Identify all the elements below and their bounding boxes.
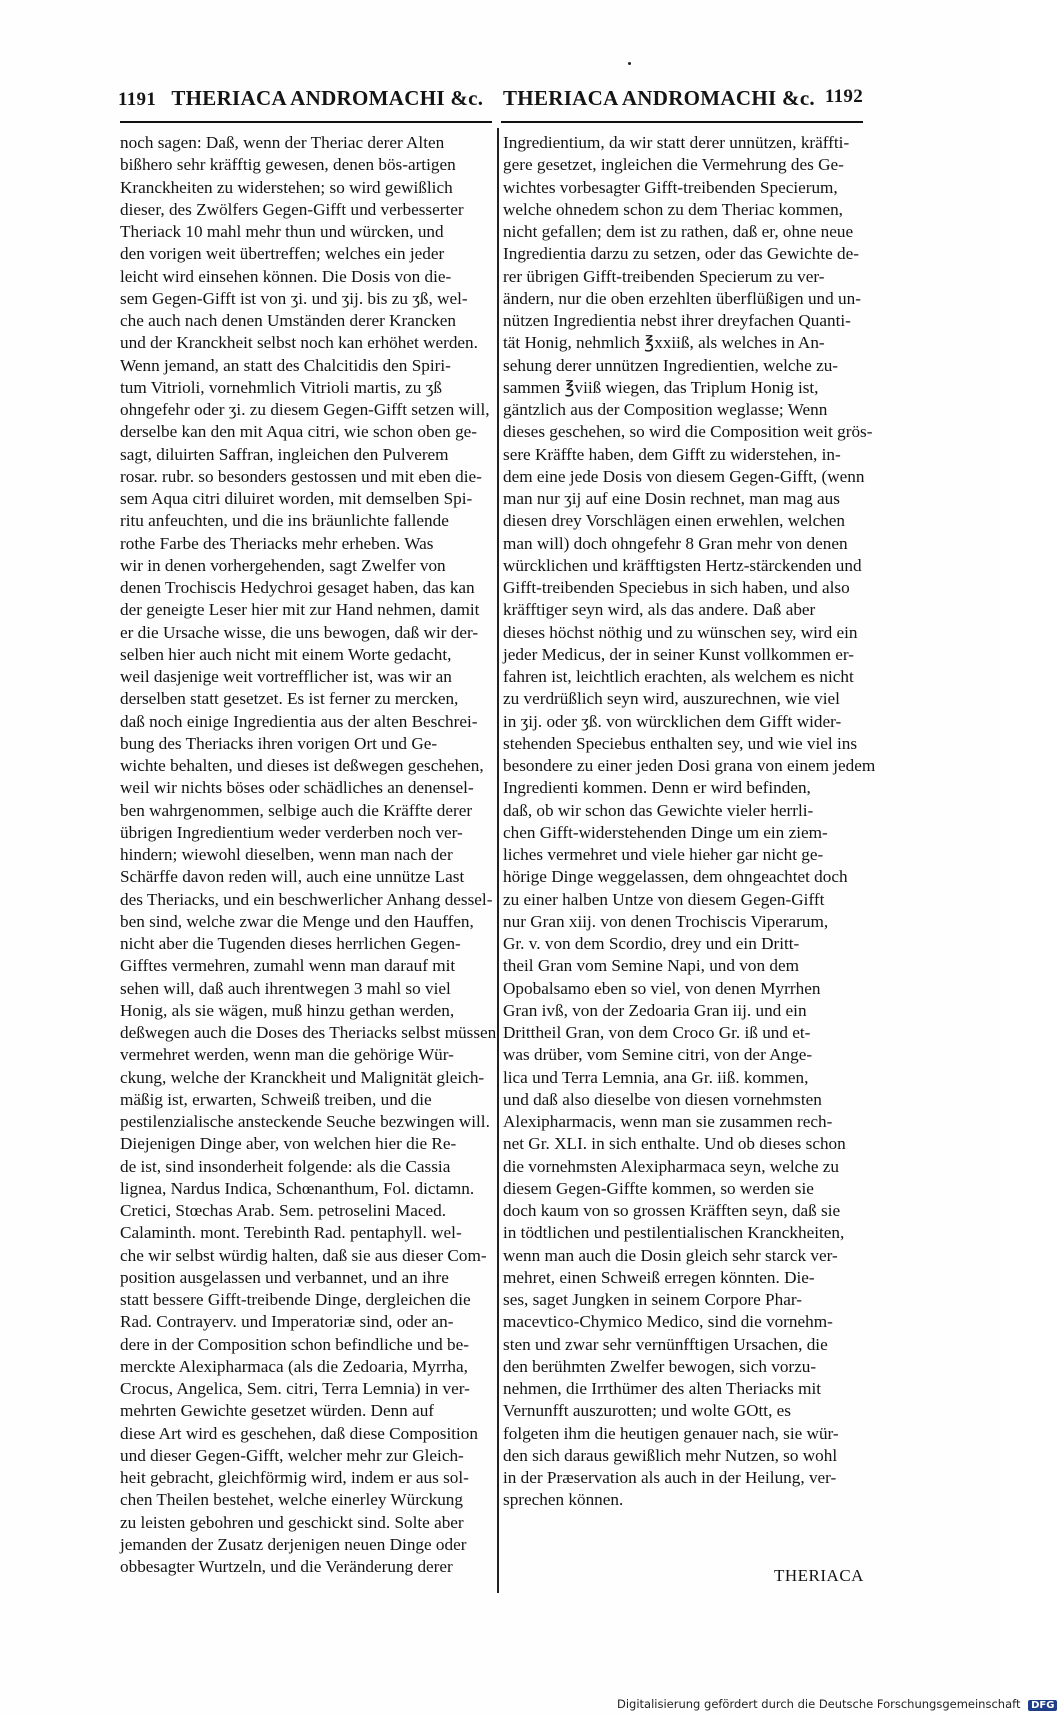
text-line: besondere zu einer jeden Dosi grana von einem jedem	[503, 756, 876, 775]
text-line: Ingredienti kommen. Denn er wird befinden,	[503, 778, 811, 798]
text-line: statt bessere Gifft-treibende Dinge, dergleichen die	[120, 1290, 471, 1309]
right-text-column	[503, 132, 876, 1512]
text-line: Kranckheiten zu widerstehen; so wird gewißlich	[120, 177, 453, 197]
text-line: der geneigte Leser hier mit zur Hand nehmen, damit	[120, 600, 480, 620]
text-line: chen Theilen bestehet, welche einerley Würckung	[120, 1490, 463, 1510]
text-line: denen Trochiscis Hedychroi gesaget haben, das kan	[120, 578, 475, 597]
text-line: wir in denen vorhergehenden, sagt Zwelfer von	[120, 555, 446, 575]
text-line: pestilenzialische ansteckende Seuche bezwingen will.	[120, 1112, 490, 1131]
text-line: diesem Gegen-Giffte kommen, so werden sie	[503, 1178, 814, 1198]
text-line: sagt, diluirten Saffran, ingleichen den Pulverem	[120, 444, 449, 464]
text-line: vermehret werden, wenn man die gehörige Wür-	[120, 1045, 454, 1065]
text-line: chen Gifft-widerstehenden Dinge um ein ziem-	[503, 822, 828, 842]
text-line: wichtes vorbesagter Gifft-treibenden Specierum,	[503, 177, 838, 197]
text-line: che wir selbst würdig halten, daß sie aus dieser Com-	[120, 1245, 487, 1265]
text-line: ses, saget Jungken in seinem Corpore Phar-	[503, 1290, 802, 1309]
text-line: ändern, nur die oben erzehlten überflüßigen und un-	[503, 288, 861, 308]
text-line: man will) doch ohngefehr 8 Gran mehr von denen	[503, 533, 848, 553]
text-line: noch sagen: Daß, wenn der Theriac derer Alten	[120, 133, 445, 152]
text-line: Gr. v. von dem Scordio, drey und ein Dritt-	[503, 934, 800, 953]
text-line: daß, ob wir schon das Gewichte vieler herrli-	[503, 800, 814, 820]
left-page-header	[118, 86, 490, 116]
text-line: bißhero sehr kräfftig gewesen, denen bös-artigen	[120, 155, 456, 175]
text-line: lignea, Nardus Indica, Schœnanthum, Fol. dictamn.	[120, 1178, 475, 1198]
text-line: dem eine jede Dosis von diesem Gegen-Gifft, (wenn	[503, 466, 865, 486]
text-line: nehmen, die Irrthümer des alten Theriacks mit	[503, 1379, 822, 1398]
text-line: in tödtlichen und pestilentialischen Kranckheiten,	[503, 1223, 845, 1243]
text-line: was drüber, vom Semine citri, von der Ange-	[503, 1045, 813, 1065]
text-line: rothe Farbe des Theriacks mehr erheben. Was	[120, 533, 434, 553]
text-line: weil wir nichts böses oder schädliches an denensel-	[120, 778, 474, 798]
text-line: welche ohnedem schon zu dem Theriac kommen,	[503, 199, 843, 219]
text-line: sehen will, daß auch ihrentwegen 3 mahl so viel	[120, 978, 451, 998]
text-line: mäßig ist, erwarten, Schweiß treiben, und die	[120, 1089, 432, 1109]
text-line: nicht aber die Tugenden dieses herrlichen Gegen-	[120, 934, 461, 953]
text-line: hindern; wiewohl dieselben, wenn man nach der	[120, 845, 453, 864]
text-line: heit gebracht, gleichförmig wird, indem er aus sol-	[120, 1468, 469, 1487]
text-line: Gran ivß, von der Zedoaria Gran iij. und ein	[503, 1000, 807, 1020]
text-line: zu leisten gebohren und geschickt sind. Solte aber	[120, 1512, 464, 1532]
text-line: man nur ʒij auf eine Dosin rechnet, man mag aus	[503, 489, 840, 508]
text-line: daß noch einige Ingredientia aus der alten Beschrei-	[120, 711, 478, 731]
text-line: doch kaum von so grossen Kräfften seyn, daß sie	[503, 1201, 841, 1220]
right-page-number: 1192	[824, 86, 863, 107]
text-line: jemanden der Zusatz derjenigen neuen Dinge oder	[120, 1534, 467, 1554]
text-line: zu einer halben Untze von diesem Gegen-Gifft	[503, 889, 825, 909]
text-line: kräfftiger seyn wird, als das andere. Daß aber	[503, 600, 816, 620]
text-line: theil Gran vom Semine Napi, und von dem	[503, 956, 799, 976]
text-line: jeder Medicus, der in seiner Kunst vollkommen er-	[503, 644, 854, 664]
text-line: ritu anfeuchten, und die ins bräunlichte fallende	[120, 511, 449, 531]
text-line: derselben statt gesetzet. Es ist ferner zu mercken,	[120, 689, 459, 709]
text-line: sten und zwar sehr vernünfftigen Ursachen, die	[503, 1334, 828, 1354]
text-line: Honig, als sie wägen, muß hinzu gethan werden,	[120, 1000, 455, 1020]
text-line: mehret, einen Schweiß erregen könnten. Die-	[503, 1267, 815, 1287]
text-line: tum Vitrioli, vornehmlich Vitrioli martis, zu ʒß	[120, 377, 442, 397]
text-line: Cretici, Stœchas Arab. Sem. petroselini Maced.	[120, 1201, 447, 1220]
text-line: sem Gegen-Gifft ist von ʒi. und ʒij. bis zu ʒß, wel-	[120, 288, 468, 308]
text-line: rosar. rubr. so besonders gestossen und mit eben die-	[120, 466, 482, 486]
text-line: Gifftes vermehren, zumahl wenn man darauf mit	[120, 956, 456, 976]
text-line: diese Art wird es geschehen, daß diese Composition	[120, 1423, 478, 1443]
text-line: liches vermehret und viele hieher gar nicht ge-	[503, 845, 824, 864]
text-line: und dieser Gegen-Gifft, welcher mehr zur Gleich-	[120, 1445, 464, 1465]
text-line: sammen ℥viiß wiegen, das Triplum Honig ist,	[503, 377, 819, 397]
text-line: ben sind, welche zwar die Menge und den Hauffen,	[120, 911, 474, 931]
text-line: den vorigen weit übertreffen; welches ein jeder	[120, 244, 445, 264]
left-header-rule	[120, 121, 492, 123]
right-running-title: THERIACA ANDROMACHI &c.	[503, 86, 815, 110]
text-line: und daß also dieselbe von diesen vornehmsten	[503, 1089, 822, 1109]
left-text-column	[120, 132, 497, 1578]
text-line: de ist, sind insonderheit folgende: als die Cassia	[120, 1156, 451, 1176]
text-line: nicht gefallen; dem ist zu rathen, daß er, ohne neue	[503, 222, 854, 241]
text-line: dieses höchst nöthig und zu wünschen sey, wird ein	[503, 622, 858, 642]
text-line: nur Gran xiij. von denen Trochiscis Viperarum,	[503, 911, 829, 931]
text-line: dere in der Composition schon befindliche und be-	[120, 1334, 469, 1354]
text-line: sem Aqua citri diluiret worden, mit demselben Spi-	[120, 489, 473, 508]
text-line: den berühmten Zwelfer bewogen, sich vorzu-	[503, 1356, 817, 1376]
text-line: tät Honig, nehmlich ℥xxiiß, als welches in An-	[503, 333, 825, 353]
catchword: THERIACA	[774, 1566, 864, 1585]
text-line: net Gr. XLI. in sich enthalte. Und ob dieses schon	[503, 1134, 846, 1154]
text-line: position ausgelassen und verbannet, und an ihre	[120, 1267, 449, 1287]
text-line: in der Præservation als auch in der Heilung, ver-	[503, 1468, 837, 1487]
text-line: ben wahrgenommen, selbige auch die Kräffte derer	[120, 800, 473, 820]
text-line: wenn man auch die Dosin gleich sehr starck ver-	[503, 1245, 838, 1265]
text-line: stehenden Speciebus enthalten sey, und wie viel ins	[503, 733, 858, 753]
text-line: und der Kranckheit selbst noch kan erhöhet werden.	[120, 333, 478, 353]
text-line: würcklichen und kräfftigsten Hertz-stärckenden und	[503, 555, 862, 575]
text-line: gere gesetzet, ingleichen die Vermehrung des Ge-	[503, 155, 844, 175]
text-line: deßwegen auch die Doses des Theriacks selbst müssen	[120, 1023, 497, 1042]
text-line: nützen Ingredientia nebst ihrer dreyfachen Quanti-	[503, 311, 851, 330]
text-line: bung des Theriacks ihren vorigen Ort und Ge-	[120, 733, 438, 753]
column-divider	[497, 128, 499, 1593]
left-page-number: 1191	[118, 89, 157, 110]
text-line: che auch nach denen Umständen derer Krancken	[120, 311, 456, 330]
text-line: obbesagter Wurtzeln, und die Veränderung derer	[120, 1557, 453, 1576]
text-line: Calaminth. mont. Terebinth Rad. pentaphyll. wel-	[120, 1223, 462, 1243]
text-line: er die Ursache wisse, die uns bewogen, daß wir der-	[120, 622, 479, 642]
text-line: gäntzlich aus der Composition weglasse; Wenn	[503, 400, 828, 419]
text-line: Opobalsamo eben so viel, von denen Myrrhen	[503, 978, 821, 998]
text-line: Diejenigen Dinge aber, von welchen hier die Re-	[120, 1134, 457, 1154]
text-line: Ingredientium, da wir statt derer unnützen, kräffti-	[503, 133, 850, 152]
text-line: sehung derer unnützen Ingredientien, welche zu-	[503, 355, 839, 375]
text-line: Rad. Contrayerv. und Imperatoriæ sind, oder an-	[120, 1312, 454, 1332]
text-line: Wenn jemand, an statt des Chalcitidis den Spiri-	[120, 355, 451, 375]
text-line: Vernunfft auszurotten; und wolte GOtt, es	[503, 1401, 791, 1421]
text-line: lica und Terra Lemnia, ana Gr. iiß. kommen,	[503, 1067, 809, 1087]
text-line: sprechen können.	[503, 1490, 624, 1510]
text-line: sere Kräffte haben, dem Gifft zu widerstehen, in-	[503, 444, 841, 464]
text-line: Alexipharmacis, wenn man sie zusammen rech-	[503, 1112, 833, 1131]
text-line: ckung, welche der Kranckheit und Malignität gleich-	[120, 1067, 485, 1087]
text-line: zu verdrüßlich seyn wird, auszurechnen, wie viel	[503, 689, 840, 709]
text-line: die vornehmsten Alexipharmaca seyn, welche zu	[503, 1156, 839, 1176]
text-line: Crocus, Angelica, Sem. citri, Terra Lemnia) in ver-	[120, 1379, 470, 1398]
text-line: Schärffe davon reden will, auch eine unnütze Last	[120, 867, 465, 887]
text-line: macevtico-Chymico Medico, sind die vornehm-	[503, 1312, 833, 1332]
text-line: rer übrigen Gifft-treibenden Specierum zu ver-	[503, 266, 825, 286]
digitization-footer	[617, 1697, 1057, 1711]
text-line: diesen drey Vorschlägen einen erwehlen, welchen	[503, 511, 846, 531]
text-line: merckte Alexipharmaca (als die Zedoaria, Myrrha,	[120, 1356, 468, 1376]
text-line: weil dasjenige weit vortrefflicher ist, was wir an	[120, 667, 452, 686]
ink-speck	[628, 62, 631, 65]
dfg-logo: DFG	[1028, 1700, 1057, 1711]
text-line: ohngefehr oder ʒi. zu diesem Gegen-Gifft setzen will,	[120, 400, 490, 419]
text-line: des Theriacks, und ein beschwerlicher Anhang dessel-	[120, 889, 493, 909]
text-line: leicht wird einsehen können. Die Dosis von die-	[120, 266, 452, 286]
text-line: Ingredientia darzu zu setzen, oder das Gewichte de-	[503, 244, 859, 264]
text-line: den sich daraus gewißlich mehr Nutzen, so wohl	[503, 1445, 838, 1465]
text-line: hörige Dinge weggelassen, dem ohngeachtet doch	[503, 867, 848, 887]
text-line: mehrten Gewichte gesetzet würden. Denn auf	[120, 1401, 435, 1421]
text-line: folgeten ihm die heutigen genauer nach, sie wür-	[503, 1423, 839, 1443]
text-line: Theriack 10 mahl mehr thun und würcken, und	[120, 222, 444, 241]
text-line: Drittheil Gran, von dem Croco Gr. iß und et-	[503, 1023, 811, 1042]
text-line: selben hier auch nicht mit einem Worte gedacht,	[120, 644, 452, 664]
right-header-rule	[501, 121, 863, 123]
text-line: wichte behalten, und dieses ist deßwegen geschehen,	[120, 756, 484, 775]
footer-text: Digitalisierung gefördert durch die Deutsche Forschungsgemeinschaft	[617, 1697, 1021, 1711]
right-page-header	[503, 86, 863, 116]
text-line: derselbe kan den mit Aqua citri, wie schon oben ge-	[120, 422, 478, 442]
text-line: in ʒij. oder ʒß. von würcklichen dem Gifft wider-	[503, 711, 842, 731]
text-line: Gifft-treibenden Speciebus in sich haben, und also	[503, 578, 850, 597]
text-line: dieser, des Zwölfers Gegen-Gifft und verbesserter	[120, 199, 464, 219]
text-line: dieses geschehen, so wird die Composition weit grös-	[503, 422, 873, 442]
left-running-title: THERIACA ANDROMACHI &c.	[171, 86, 484, 110]
text-line: übrigen Ingredientium weder verderben noch ver-	[120, 822, 463, 842]
text-line: fahren ist, leichtlich erachten, als welchem es nicht	[503, 667, 854, 686]
